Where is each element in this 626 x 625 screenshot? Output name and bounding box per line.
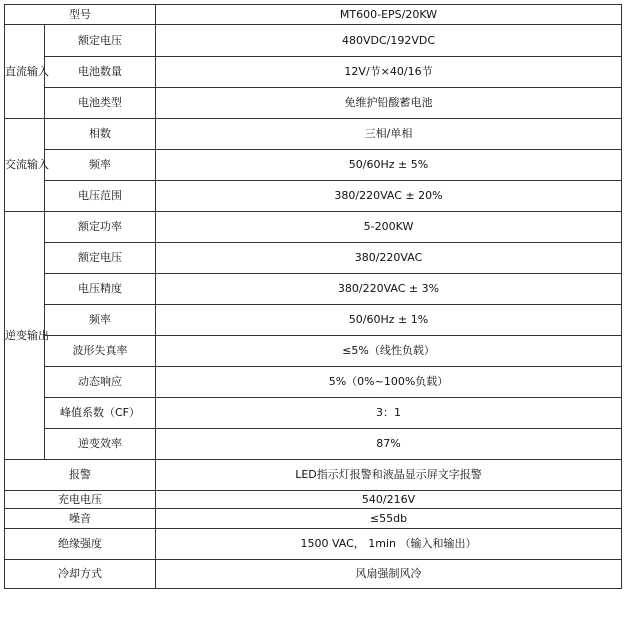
- row-label: 动态响应: [45, 367, 156, 398]
- table-row: [5, 429, 622, 460]
- table-row: [5, 57, 622, 88]
- model-label: 型号: [5, 5, 156, 25]
- table-row: [5, 398, 622, 429]
- table-row: [5, 88, 622, 119]
- row-label: 电压范围: [45, 181, 156, 212]
- row-value: 5%（0%~100%负载）: [156, 367, 622, 398]
- row-label: 噪音: [5, 509, 156, 529]
- table-row: [5, 305, 622, 336]
- row-value: 1500 VAC， 1min （输入和输出）: [156, 529, 622, 560]
- row-label: 逆变效率: [45, 429, 156, 460]
- row-label: 额定功率: [45, 212, 156, 243]
- row-label: 报警: [5, 460, 156, 491]
- model-value: MT600-EPS/20KW: [156, 5, 622, 25]
- row-value: ≤55db: [156, 509, 622, 529]
- table-row: [5, 212, 622, 243]
- row-value: 50/60Hz ± 1%: [156, 305, 622, 336]
- table-row: [5, 491, 622, 509]
- row-value: 540/216V: [156, 491, 622, 509]
- row-value: 3：1: [156, 398, 622, 429]
- row-label: 电池数量: [45, 57, 156, 88]
- table-row: [5, 243, 622, 274]
- row-value: LED指示灯报警和液晶显示屏文字报警: [156, 460, 622, 491]
- group-label-ac-input: 交流输入: [5, 119, 45, 212]
- row-value: 风扇强制风冷: [156, 560, 622, 589]
- row-label: 额定电压: [45, 25, 156, 57]
- row-label: 相数: [45, 119, 156, 150]
- row-label: 频率: [45, 305, 156, 336]
- table-row: [5, 560, 622, 589]
- row-value: 480VDC/192VDC: [156, 25, 622, 57]
- row-value: 87%: [156, 429, 622, 460]
- group-label-inverter-output: 逆变输出: [5, 212, 45, 460]
- table-row: [5, 336, 622, 367]
- row-label: 频率: [45, 150, 156, 181]
- group-label-dc-input: 直流输入: [5, 25, 45, 119]
- row-value: 380/220VAC: [156, 243, 622, 274]
- table-row: [5, 25, 622, 57]
- table-row: [5, 150, 622, 181]
- row-label: 电池类型: [45, 88, 156, 119]
- table-row: [5, 509, 622, 529]
- row-value: 380/220VAC ± 3%: [156, 274, 622, 305]
- row-label: 绝缘强度: [5, 529, 156, 560]
- row-value: 三相/单相: [156, 119, 622, 150]
- row-label: 冷却方式: [5, 560, 156, 589]
- table-row-model: [5, 5, 622, 25]
- spec-table: [4, 4, 622, 589]
- table-row: [5, 181, 622, 212]
- row-value: ≤5%（线性负载）: [156, 336, 622, 367]
- row-value: 50/60Hz ± 5%: [156, 150, 622, 181]
- row-value: 免维护铅酸蓄电池: [156, 88, 622, 119]
- row-value: 12V/节×40/16节: [156, 57, 622, 88]
- row-value: 5-200KW: [156, 212, 622, 243]
- row-label: 电压精度: [45, 274, 156, 305]
- table-row: [5, 119, 622, 150]
- table-row: [5, 529, 622, 560]
- row-label: 峰值系数（CF）: [45, 398, 156, 429]
- row-label: 波形失真率: [45, 336, 156, 367]
- row-value: 380/220VAC ± 20%: [156, 181, 622, 212]
- row-label: 额定电压: [45, 243, 156, 274]
- table-row: [5, 367, 622, 398]
- table-row: [5, 274, 622, 305]
- row-label: 充电电压: [5, 491, 156, 509]
- table-row: [5, 460, 622, 491]
